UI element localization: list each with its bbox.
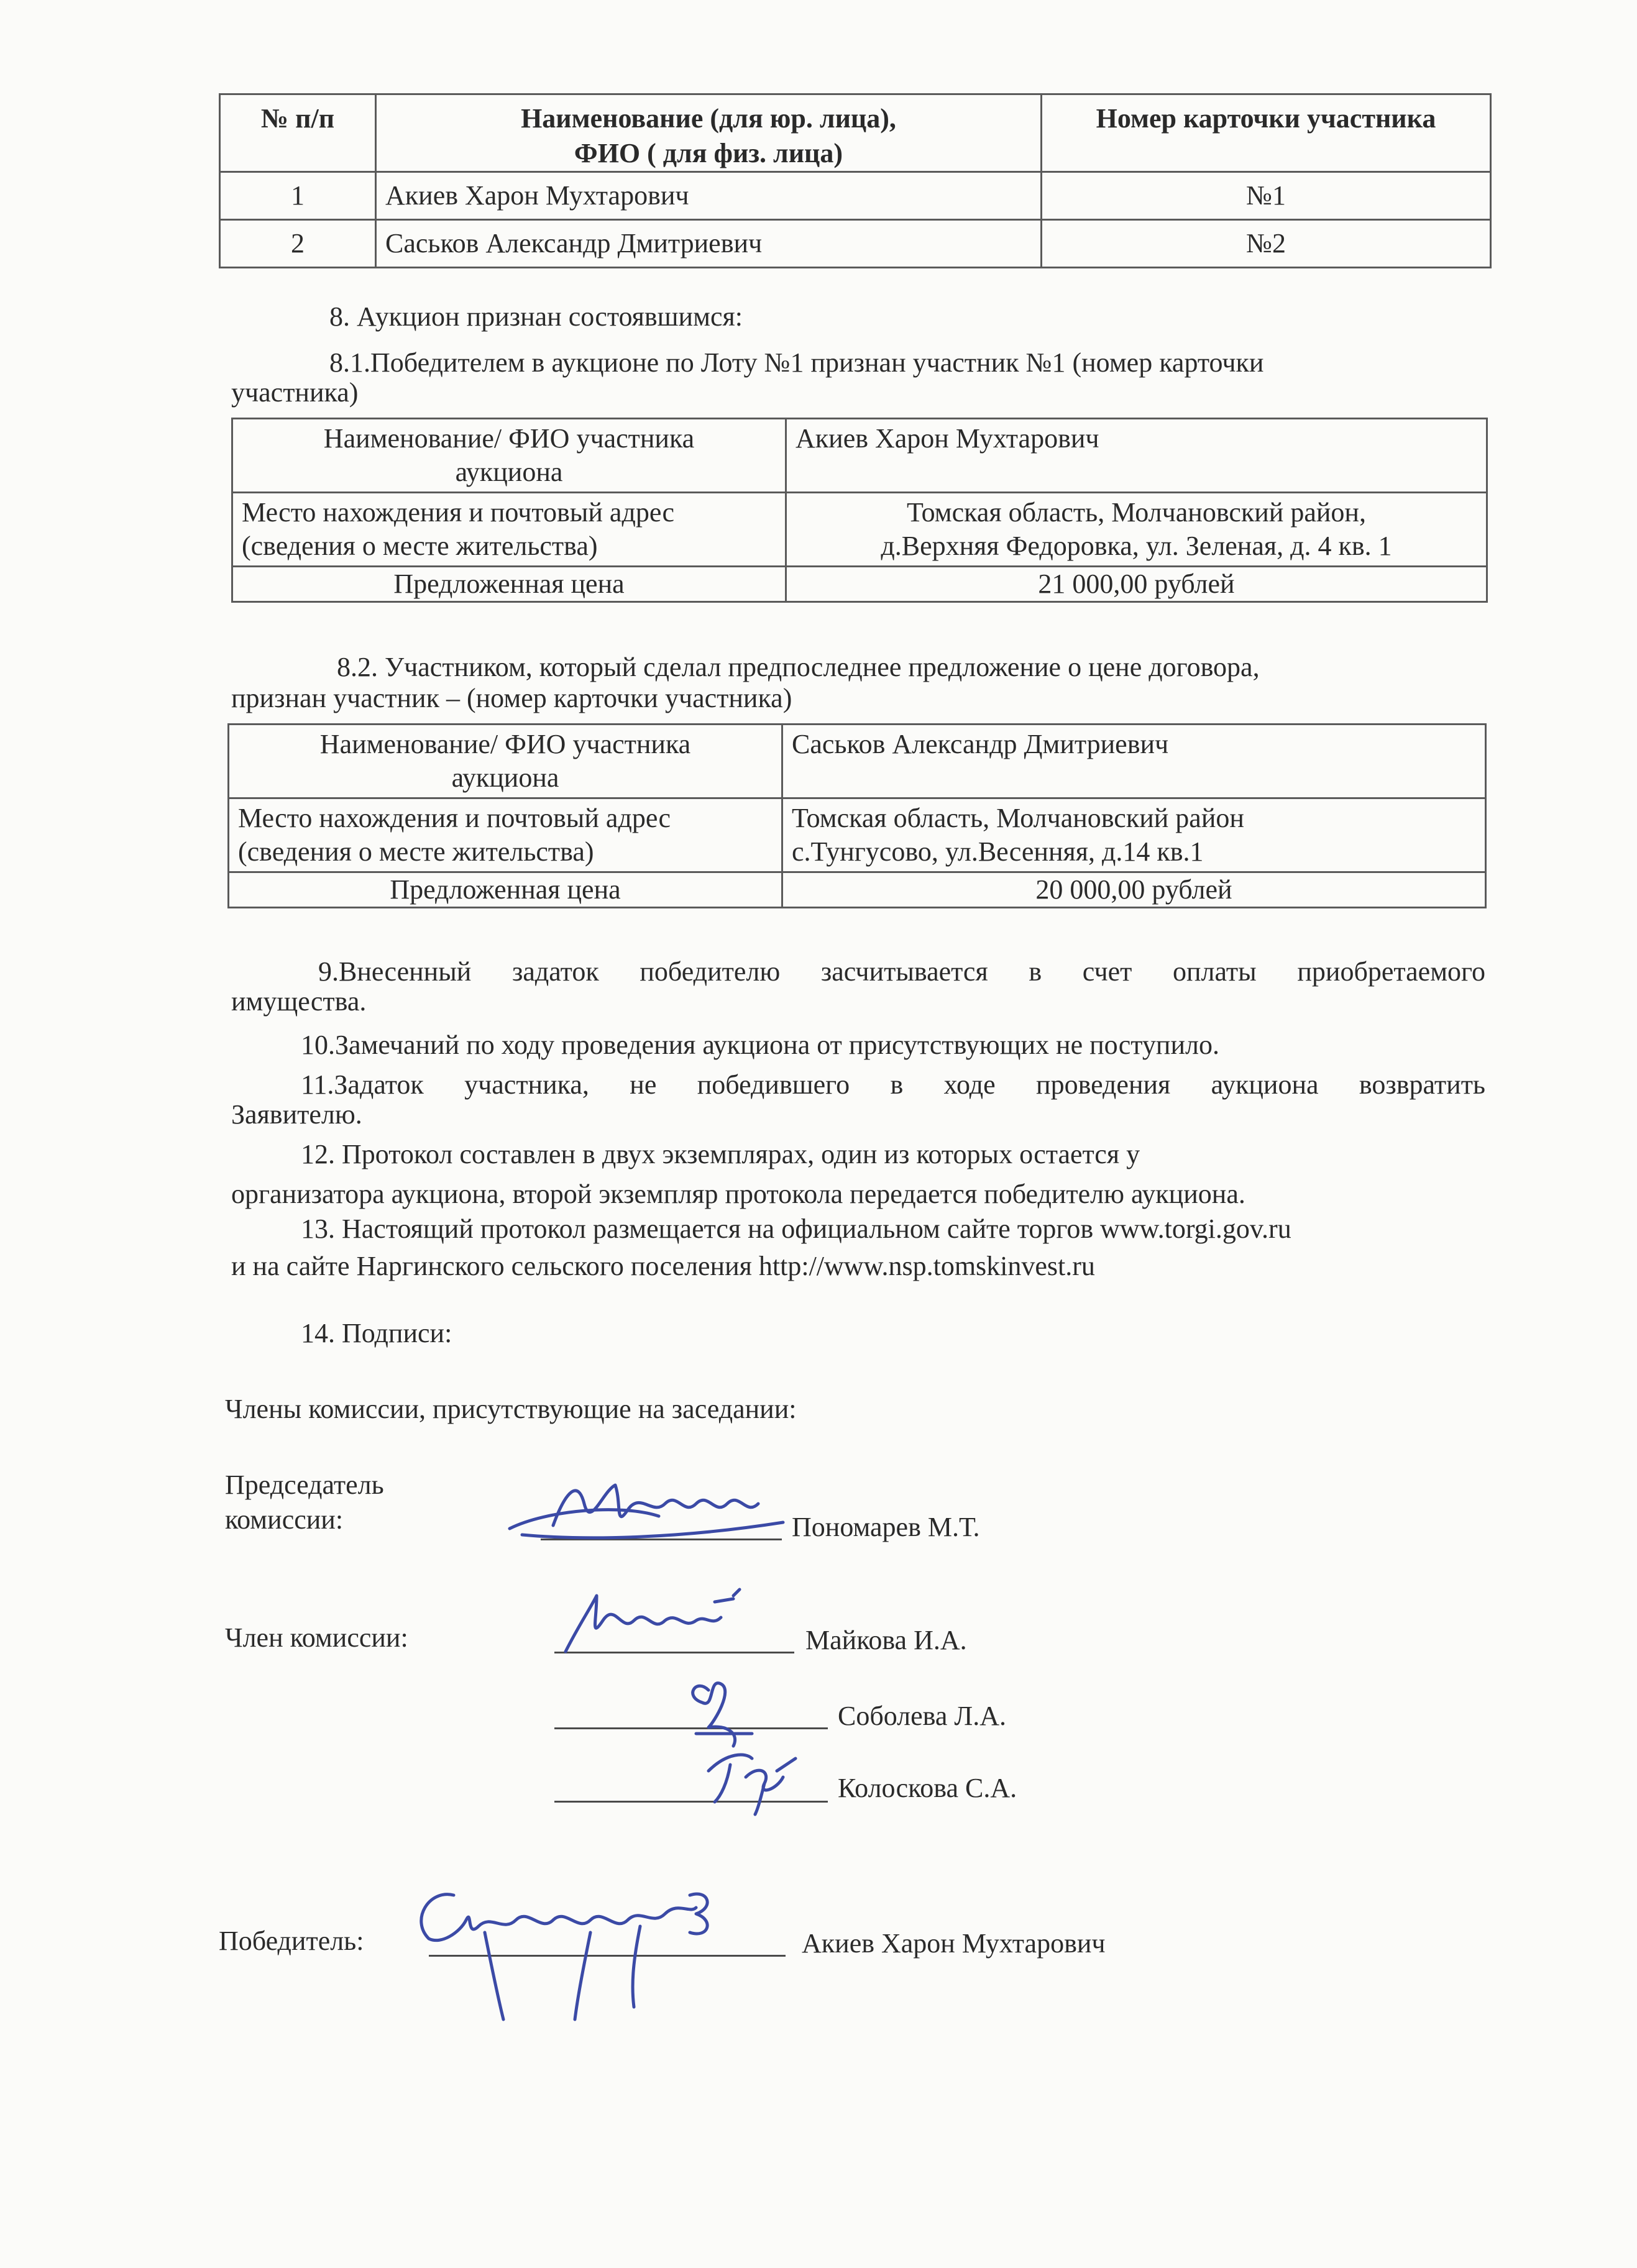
winner-table: [231, 418, 1488, 603]
label-line: аукциона: [455, 457, 563, 487]
paragraph-12-line2: организатора аукциона, второй экземпляр протокола передается победителю аукциона.: [231, 1179, 1245, 1209]
chair-label-line1: Председатель: [225, 1470, 384, 1500]
winner-signature: [404, 1870, 740, 2032]
row-name: Акиев Харон Мухтарович: [376, 172, 1042, 220]
label-line: Наименование/ ФИО участника: [319, 729, 691, 759]
winner-name: Акиев Харон Мухтарович: [802, 1928, 1106, 1959]
member1-name: Майкова И.А.: [805, 1625, 967, 1655]
member2-name: Соболева Л.А.: [838, 1701, 1006, 1731]
col-header-name: [376, 94, 1042, 172]
paragraph-12-line1: 12. Протокол составлен в двух экземплярах, один из которых остается у: [301, 1139, 1140, 1169]
table-row: [232, 567, 1487, 602]
paragraph-9-line2: имущества.: [231, 986, 367, 1017]
winner-name-label: [232, 419, 786, 493]
winner-address-label: [232, 493, 786, 567]
member3-signature: [690, 1740, 814, 1821]
col-header-number: № п/п: [220, 94, 376, 172]
label-line: (сведения о месте жительства): [242, 531, 598, 561]
table-row: [229, 798, 1486, 872]
chair-label-line2: комиссии:: [225, 1504, 344, 1535]
paragraph-13-line1: 13. Настоящий протокол размещается на официальном сайте торгов www.torgi.gov.ru: [301, 1214, 1291, 1244]
row-card: №1: [1042, 172, 1491, 220]
winner-price-value: 21 000,00 рублей: [786, 567, 1487, 602]
row-name: Саськов Александр Дмитриевич: [376, 220, 1042, 268]
col-header-name-line1: Наименование (для юр. лица),: [521, 103, 896, 134]
label-line: (сведения о месте жительства): [238, 836, 594, 867]
winner-address-value: [786, 493, 1487, 567]
winner-price-label: Предложенная цена: [232, 567, 786, 602]
paragraph-14: 14. Подписи:: [301, 1318, 452, 1348]
value-line: Томская область, Молчановский район,: [907, 497, 1366, 528]
second-participant-table: [227, 723, 1487, 908]
row-number: 2: [220, 220, 376, 268]
chair-name: Пономарев М.Т.: [792, 1512, 980, 1542]
section82-line1: 8.2. Участником, который сделал предпоследнее предложение о цене договора,: [337, 652, 1260, 682]
members-heading: Члены комиссии, присутствующие на заседании:: [225, 1394, 797, 1424]
second-address-value: [782, 798, 1486, 872]
value-line: с.Тунгусово, ул.Весенняя, д.14 кв.1: [792, 836, 1204, 867]
member-label: Член комиссии:: [225, 1622, 408, 1653]
table-row: [229, 725, 1486, 798]
paragraph-11-line1: 11.Задаток участника, не победившего в ходе проведения аукциона возвратить: [301, 1069, 1485, 1100]
value-line: д.Верхняя Федоровка, ул. Зеленая, д. 4 кв. 1: [881, 531, 1392, 561]
label-line: аукциона: [451, 762, 559, 793]
second-name-value: Саськов Александр Дмитриевич: [782, 725, 1486, 798]
chair-signature: [497, 1466, 808, 1560]
section81-line2: участника): [231, 377, 359, 408]
paragraph-11-line2: Заявителю.: [231, 1099, 362, 1130]
value-line: Томская область, Молчановский район: [792, 803, 1244, 833]
table-row: [232, 493, 1487, 567]
table-row: [232, 419, 1487, 493]
section81-line1: 8.1.Победителем в аукционе по Лоту №1 признан участник №1 (номер карточки: [329, 347, 1264, 378]
table-row: [220, 172, 1491, 220]
second-price-value: 20 000,00 рублей: [782, 872, 1486, 908]
table-row: [220, 220, 1491, 268]
second-price-label: Предложенная цена: [229, 872, 782, 908]
row-number: 1: [220, 172, 376, 220]
paragraph-10: 10.Замечаний по ходу проведения аукциона от присутствующих не поступило.: [301, 1030, 1219, 1060]
section8-title: 8. Аукцион признан состоявшимся:: [329, 301, 743, 332]
col-header-name-line2: ФИО ( для физ. лица): [574, 138, 843, 168]
label-line: Место нахождения и почтовый адрес: [238, 803, 671, 833]
label-line: Место нахождения и почтовый адрес: [242, 497, 674, 528]
member3-name: Колоскова С.А.: [838, 1773, 1017, 1803]
col-header-card: Номер карточки участника: [1042, 94, 1491, 172]
second-address-label: [229, 798, 782, 872]
winner-name-value: Акиев Харон Мухтарович: [786, 419, 1487, 493]
participants-table-header: [220, 94, 1491, 172]
row-card: №2: [1042, 220, 1491, 268]
paragraph-13-line2: и на сайте Наргинского сельского поселения http://www.nsp.tomskinvest.ru: [231, 1251, 1095, 1281]
label-line: Наименование/ ФИО участника: [323, 423, 695, 454]
paragraph-9-line1: 9.Внесенный задаток победителю засчитывается в счет оплаты приобретаемого: [318, 956, 1485, 987]
participants-table: [219, 93, 1492, 268]
second-name-label: [229, 725, 782, 798]
table-row: [229, 872, 1486, 908]
member1-signature: [547, 1583, 771, 1664]
section82-line2: признан участник – (номер карточки участника): [231, 683, 792, 713]
winner-label: Победитель:: [219, 1926, 364, 1956]
